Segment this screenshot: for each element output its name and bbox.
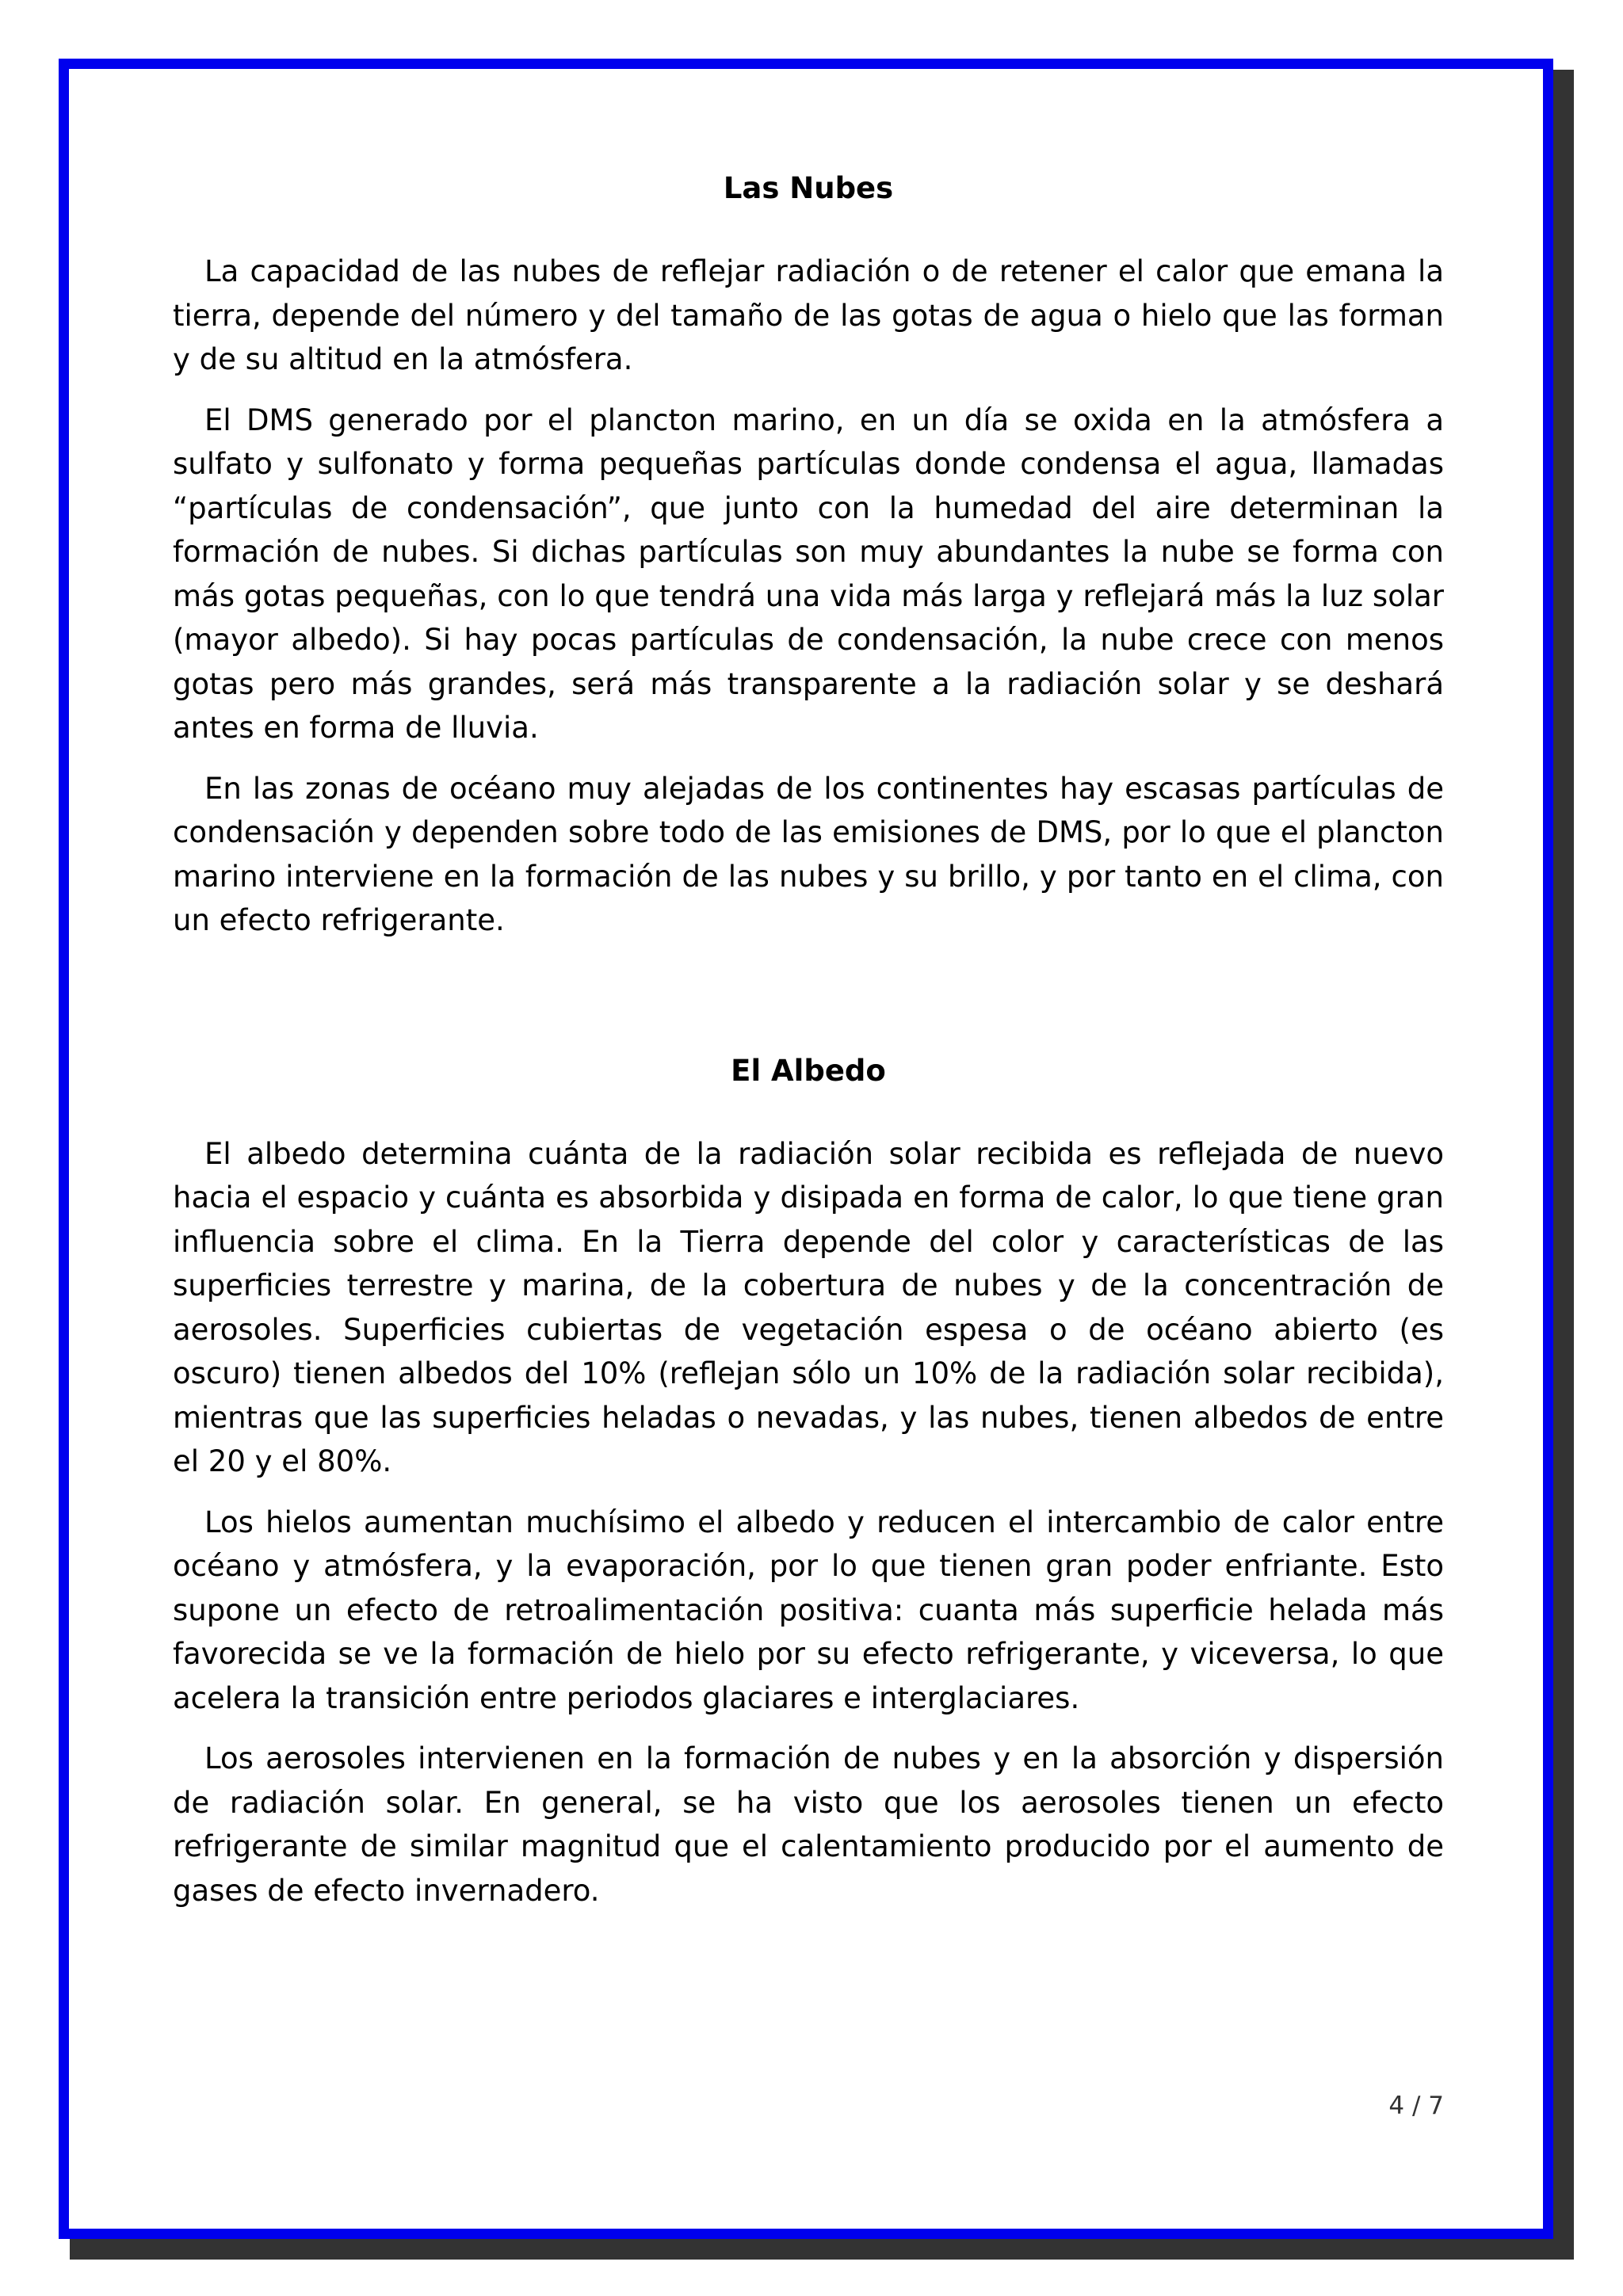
- page-number: 4 / 7: [1388, 2092, 1444, 2120]
- page-content: [173, 166, 1444, 1929]
- paragraph: Los aerosoles intervienen en la formación de nubes y en la absorción y dispersión de radiación solar. En general, se ha visto que los aerosoles tienen un efecto refrigerante de similar magnitud que el calentamiento producido por el aumento de gases de efecto invernadero.: [173, 1741, 1444, 1908]
- paragraph: Los hielos aumentan muchísimo el albedo y reducen el intercambio de calor entre océano y atmósfera, y la evaporación, por lo que tienen gran poder enfriante. Esto supone un efecto de retroalimentación positiva: cuanta más superficie helada más favorecida se ve la formación de hielo por su efecto refrigerante, y viceversa, lo que acelera la transición entre periodos glaciares e interglaciares.: [173, 1505, 1444, 1715]
- paragraph: El albedo determina cuánta de la radiación solar recibida es reflejada de nuevo hacia el espacio y cuánta es absorbida y disipada en forma de calor, lo que tiene gran influencia sobre el clima. En la Tierra depende del color y características de las superficies terrestre y marina, de la cobertura de nubes y de la concentración de aerosoles. Superficies cubiertas de vegetación espesa o de océano abierto (es oscuro) tienen albedos del 10% (reflejan sólo un 10% de la radiación solar recibida), mientras que las superficies heladas o nevadas, y las nubes, tienen albedos de entre el 20 y el 80%.: [173, 1136, 1444, 1478]
- paragraph: La capacidad de las nubes de reflejar radiación o de retener el calor que emana la tierra, depende del número y del tamaño de las gotas de agua o hielo que las forman y de su altitud en la atmósfera.: [173, 254, 1444, 376]
- paragraph: El DMS generado por el plancton marino, en un día se oxida en la atmósfera a sulfato y sulfonato y forma pequeñas partículas donde condensa el agua, llamadas “partículas de condensación”, que junto con la humedad del aire determinan la formación de nubes. Si dichas partículas son muy abundantes la nube se forma con más gotas pequeñas, con lo que tendrá una vida más larga y reflejará más la luz solar (mayor albedo). Si hay pocas partículas de condensación, la nube crece con menos gotas pero más grandes, será más transparente a la radiación solar y se deshará antes en forma de lluvia.: [173, 402, 1444, 745]
- section-title-el-albedo: El Albedo: [731, 1053, 886, 1088]
- paragraph: En las zonas de océano muy alejadas de los continentes hay escasas partículas de condensación y dependen sobre todo de las emisiones de DMS, por lo que el plancton marino interviene en la formación de las nubes y su brillo, y por tanto en el clima, con un efecto refrigerante.: [173, 771, 1444, 937]
- section-spacer: [173, 959, 1444, 1049]
- section-title-las-nubes: Las Nubes: [723, 171, 894, 205]
